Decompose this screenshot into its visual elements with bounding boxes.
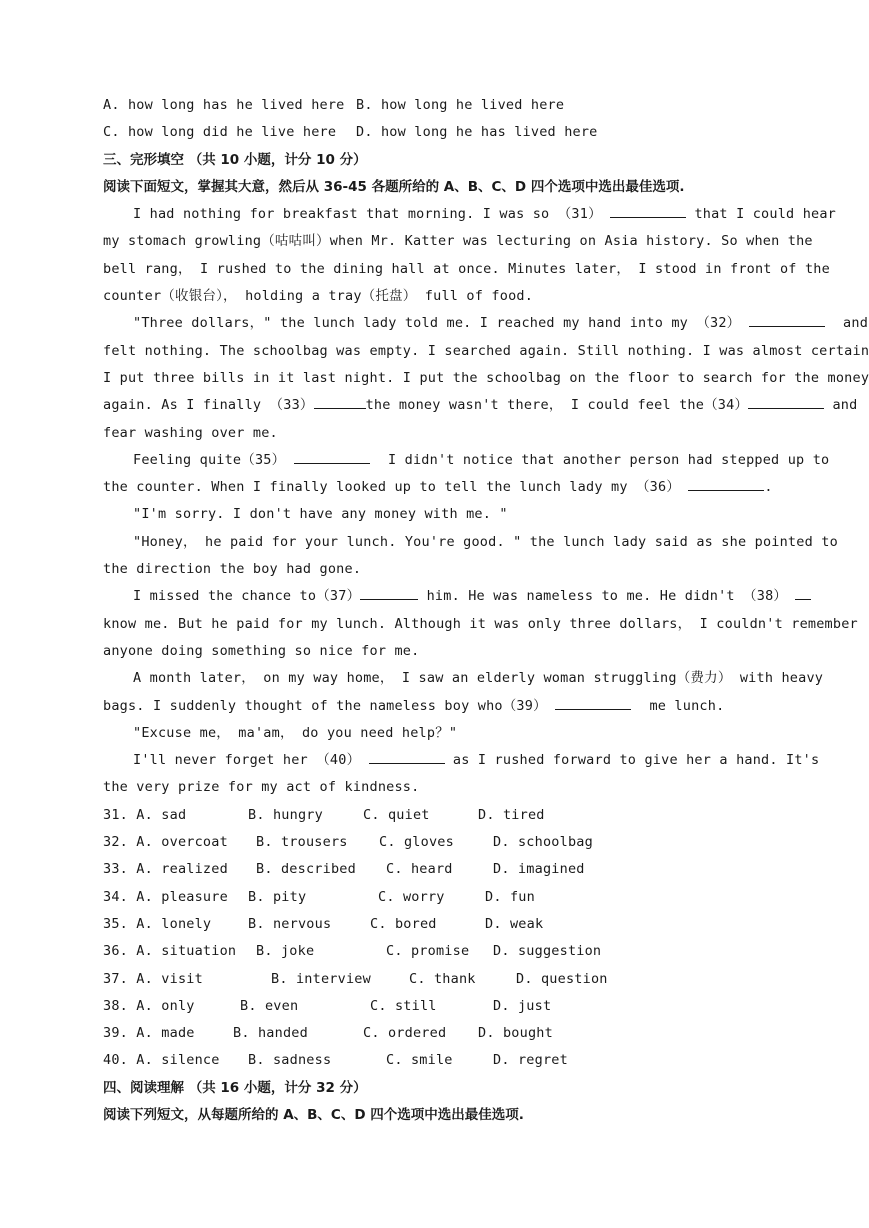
blank-39 xyxy=(555,694,631,710)
passage-line xyxy=(103,693,765,720)
option-a: 32. A. overcoat xyxy=(103,834,228,851)
option-b: B. sadness xyxy=(248,1052,332,1069)
q30-options-row-2 xyxy=(103,119,765,146)
option-d: D. fun xyxy=(485,888,535,905)
passage-line: the direction the boy had gone. xyxy=(103,561,362,578)
passage-text: him. He was nameless to me. He didn't （38） xyxy=(426,588,788,605)
passage-line: fear washing over me. xyxy=(103,424,278,441)
passage-text: I missed the chance to（37） xyxy=(133,588,361,605)
option-c: C. gloves xyxy=(379,834,454,851)
blank-40 xyxy=(369,748,445,764)
passage-line: bell rang， I rushed to the dining hall at once. Minutes later， I stood in front of the xyxy=(103,260,830,277)
option-c: C. worry xyxy=(378,888,445,905)
section4-heading: 四、阅读理解 （共 16 小题，计分 32 分） xyxy=(103,1079,367,1096)
option-a: 38. A. only xyxy=(103,997,195,1014)
question-row xyxy=(103,938,765,965)
option-a: 35. A. lonely xyxy=(103,915,212,932)
passage-text: I didn't notice that another person had stepped up to xyxy=(387,451,830,468)
passage-line xyxy=(103,310,869,337)
blank-31 xyxy=(610,202,686,218)
passage-line: "Excuse me， ma'am， do you need help？" xyxy=(133,724,458,741)
question-row xyxy=(103,829,765,856)
option-d: D. question xyxy=(516,970,608,987)
q30-option-d: D. how long he has lived here xyxy=(356,124,598,141)
option-a: 37. A. visit xyxy=(103,970,203,987)
passage-text: me lunch. xyxy=(649,697,725,714)
option-b: B. trousers xyxy=(256,834,348,851)
option-d: D. schoolbag xyxy=(493,834,593,851)
question-list xyxy=(103,802,765,1075)
question-row xyxy=(103,966,765,993)
passage-text: that I could hear xyxy=(694,206,837,223)
question-row xyxy=(103,1020,765,1047)
option-b: B. nervous xyxy=(248,915,332,932)
passage-text: bags. I suddenly thought of the nameless boy who（39） xyxy=(103,697,547,714)
section4-instruction: 阅读下列短文，从每题所给的 A、B、C、D 四个选项中选出最佳选项. xyxy=(103,1106,524,1123)
option-d: D. imagined xyxy=(493,861,585,878)
q30-option-c: C. how long did he live here xyxy=(103,124,337,141)
blank-33 xyxy=(314,393,366,409)
option-b: B. hungry xyxy=(248,806,323,823)
passage-text: I'll never forget her （40） xyxy=(133,752,361,769)
passage-line xyxy=(103,747,820,774)
option-c: C. smile xyxy=(386,1052,453,1069)
option-c: C. quiet xyxy=(363,806,430,823)
blank-36 xyxy=(688,475,764,491)
passage-line: anyone doing something so nice for me. xyxy=(103,642,420,659)
blank-38 xyxy=(795,584,811,600)
option-d: D. just xyxy=(493,997,552,1014)
option-a: 39. A. made xyxy=(103,1025,195,1042)
section3-instruction: 阅读下面短文，掌握其大意，然后从 36-45 各题所给的 A、B、C、D 四个选项中选出最佳选项. xyxy=(103,178,685,195)
passage-line: "Honey， he paid for your lunch. You're good. " the lunch lady said as she pointed to xyxy=(133,533,838,550)
q30-options-row-1 xyxy=(103,92,765,119)
blank-37 xyxy=(360,584,418,600)
option-a: 36. A. situation xyxy=(103,943,237,960)
passage-text: as I rushed forward to give her a hand. It's xyxy=(452,752,820,769)
option-d: D. bought xyxy=(478,1025,553,1042)
q30-option-a: A. how long has he lived here xyxy=(103,97,345,113)
option-d: D. tired xyxy=(478,806,545,823)
blank-32 xyxy=(749,311,825,327)
section3-heading: 三、完形填空 （共 10 小题，计分 10 分） xyxy=(103,151,367,168)
passage-text: Feeling quite（35） xyxy=(133,451,286,468)
passage-text: I had nothing for breakfast that morning. I was so （31） xyxy=(133,206,602,223)
blank-34 xyxy=(748,393,824,409)
option-d: D. weak xyxy=(485,915,544,932)
option-c: C. thank xyxy=(409,970,476,987)
passage-line: know me. But he paid for my lunch. Although it was only three dollars， I couldn't remember xyxy=(103,615,858,632)
question-row xyxy=(103,802,765,829)
option-a: 34. A. pleasure xyxy=(103,888,228,905)
q30-option-b: B. how long he lived here xyxy=(356,97,565,113)
passage-line: A month later， on my way home， I saw an elderly woman struggling（费力） with heavy xyxy=(133,670,824,687)
option-c: C. bored xyxy=(370,915,437,932)
option-b: B. even xyxy=(240,997,299,1014)
passage-line: counter（收银台）， holding a tray（托盘） full of food. xyxy=(103,288,534,305)
option-b: B. interview xyxy=(271,970,371,987)
passage-text: and xyxy=(843,315,869,332)
passage-text: and xyxy=(832,397,858,414)
passage-line xyxy=(103,447,830,474)
passage-line: I put three bills in it last night. I put the schoolbag on the floor to search for the money xyxy=(103,369,869,386)
question-row xyxy=(103,884,765,911)
option-b: B. joke xyxy=(256,943,315,960)
option-c: C. heard xyxy=(386,861,453,878)
option-b: B. described xyxy=(256,861,356,878)
passage-text: "Three dollars，" the lunch lady told me. I reached my hand into my （32） xyxy=(133,315,741,332)
passage-line: "I'm sorry. I don't have any money with me. " xyxy=(133,506,508,523)
passage-line: felt nothing. The schoolbag was empty. I searched again. Still nothing. I was almost certain xyxy=(103,342,869,359)
option-a: 40. A. silence xyxy=(103,1052,220,1069)
blank-35 xyxy=(294,448,370,464)
option-a: 31. A. sad xyxy=(103,806,187,823)
question-row xyxy=(103,1047,765,1074)
question-row xyxy=(103,856,765,883)
passage-line xyxy=(103,583,788,610)
option-c: C. promise xyxy=(386,943,470,960)
passage-line: the very prize for my act of kindness. xyxy=(103,779,420,796)
option-d: D. regret xyxy=(493,1052,568,1069)
passage-line xyxy=(103,474,773,501)
option-b: B. pity xyxy=(248,888,307,905)
option-b: B. handed xyxy=(233,1025,308,1042)
worksheet-page xyxy=(103,92,869,1129)
option-c: C. still xyxy=(370,997,437,1014)
passage-text: the money wasn't there， I could feel the（34） xyxy=(365,397,749,414)
passage-text: the counter. When I finally looked up to tell the lunch lady my （36） xyxy=(103,479,681,496)
option-c: C. ordered xyxy=(363,1025,447,1042)
passage-line xyxy=(103,201,837,228)
passage-line: my stomach growling（咕咕叫）when Mr. Katter was lecturing on Asia history. So when the xyxy=(103,233,813,250)
question-row xyxy=(103,993,765,1020)
passage-line xyxy=(103,392,858,419)
question-row xyxy=(103,911,765,938)
passage-text: . xyxy=(764,479,773,496)
option-d: D. suggestion xyxy=(493,943,602,960)
option-a: 33. A. realized xyxy=(103,861,228,878)
passage-text: again. As I finally （33） xyxy=(103,397,314,414)
